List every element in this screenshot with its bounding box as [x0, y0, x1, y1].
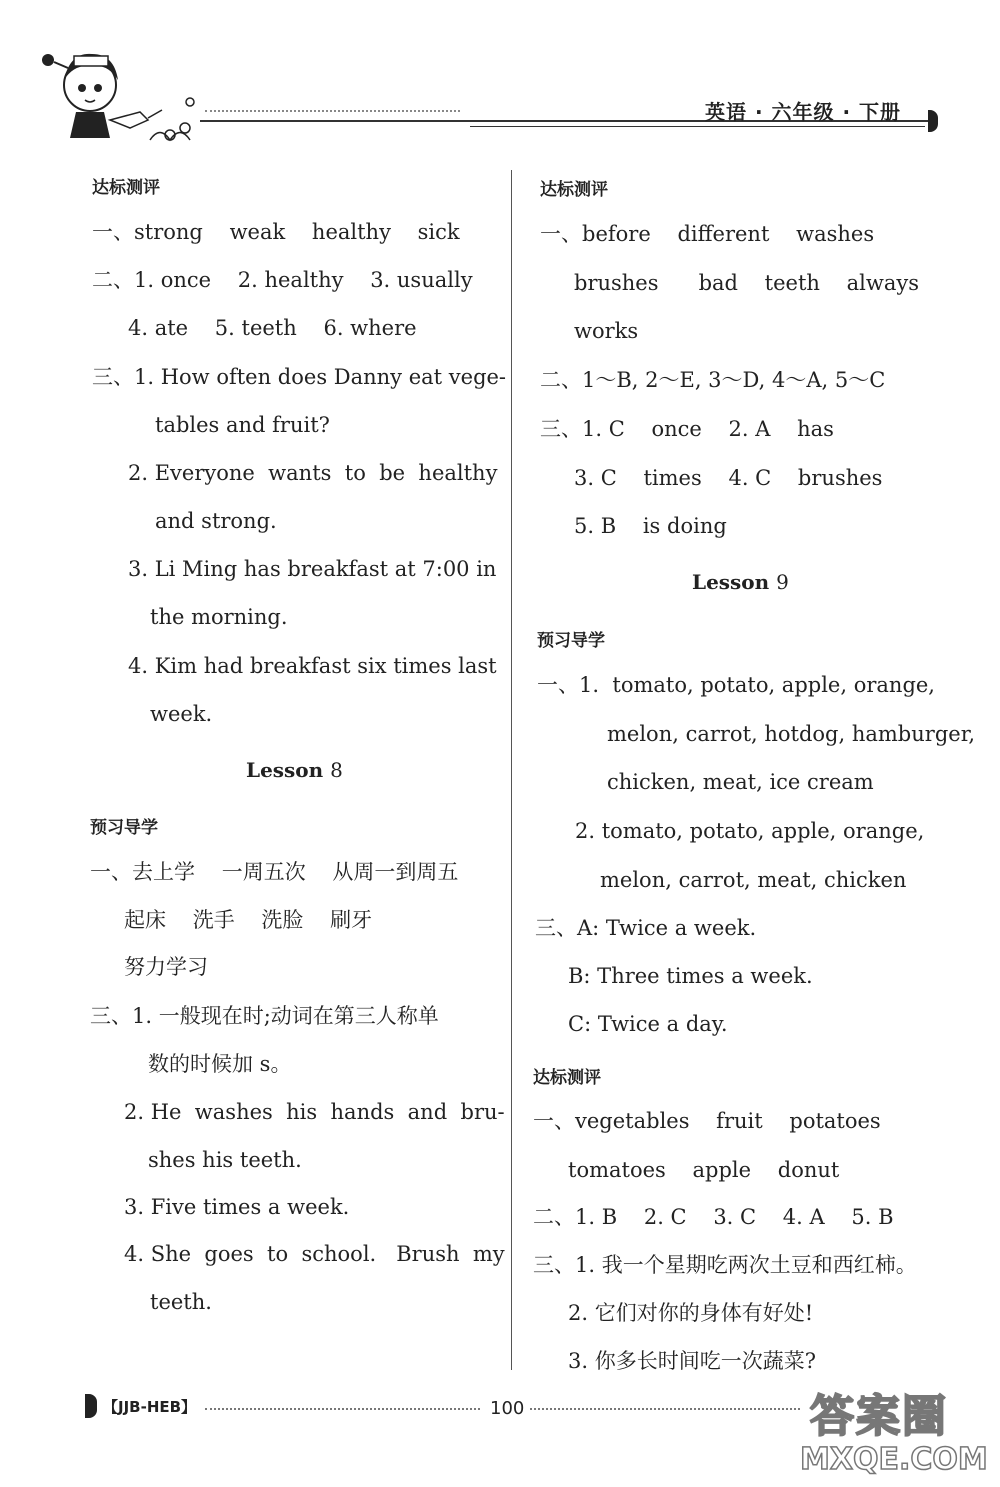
answer-line: 三、1. C once 2. A has — [540, 417, 834, 441]
answer-line: 二、1～B, 2～E, 3～D, 4～A, 5～C — [540, 368, 886, 392]
section-title-preview: 预习导学 — [537, 631, 605, 651]
answer-line: 一、before different washes — [540, 222, 875, 246]
watermark-text: 答案圈 — [810, 1391, 948, 1442]
page-number: 100 — [490, 1398, 525, 1419]
answer-line: tomatoes apple donut — [568, 1158, 840, 1182]
lesson-label: Lesson — [692, 570, 770, 594]
answer-line: the morning. — [150, 605, 288, 629]
answer-line: shes his teeth. — [148, 1148, 302, 1172]
answer-line: 三、1. 我一个星期吃两次土豆和西红柿。 — [533, 1253, 917, 1277]
answer-line: B: Three times a week. — [568, 964, 813, 988]
answer-line: 努力学习 — [124, 955, 208, 979]
subject-label: 英语 · 六年级 · 下册 — [705, 100, 902, 124]
lesson-number: 9 — [776, 570, 789, 594]
answer-line: 5. B is doing — [574, 514, 727, 538]
answer-line: 数的时候加 s。 — [148, 1052, 292, 1076]
answer-line: 2. He washes his hands and bru- — [124, 1100, 505, 1124]
footer-dotted-rule — [205, 1408, 480, 1410]
answer-line: chicken, meat, ice cream — [607, 770, 874, 794]
lesson-label: Lesson — [246, 758, 324, 782]
answer-line: 2. 它们对你的身体有好处! — [568, 1301, 814, 1325]
answer-line: 一、1. tomato, potato, apple, orange, — [537, 673, 935, 697]
answer-line: 2. Everyone wants to be healthy — [128, 461, 498, 485]
footer-tab-marker — [85, 1394, 97, 1418]
answer-line: 三、1. How often does Danny eat vege- — [92, 365, 507, 389]
book-code: 【JJB-HEB】 — [103, 1398, 197, 1416]
answer-line: brushes bad teeth always — [574, 271, 920, 295]
answer-line: melon, carrot, hotdog, hamburger, — [607, 722, 976, 746]
answer-line: 4. Kim had breakfast six times last — [128, 654, 497, 678]
answer-line: week. — [150, 702, 213, 726]
answer-line: 3. C times 4. C brushes — [574, 466, 883, 490]
footer-dotted-rule — [530, 1408, 800, 1410]
answer-line: 三、1. 一般现在时;动词在第三人称单 — [90, 1004, 439, 1028]
answer-line: 3. 你多长时间吃一次蔬菜? — [568, 1349, 816, 1373]
answer-line: works — [574, 319, 639, 343]
answer-line: melon, carrot, meat, chicken — [600, 868, 907, 892]
answer-line: and strong. — [155, 509, 277, 533]
lesson-number: 8 — [330, 758, 343, 782]
answer-line: C: Twice a day. — [568, 1012, 728, 1036]
header-tab-marker — [928, 110, 938, 132]
lesson-heading — [692, 570, 789, 594]
answer-line: 4. She goes to school. Brush my — [124, 1242, 505, 1266]
answer-line: tables and fruit? — [155, 413, 330, 437]
answer-line: 3. Li Ming has breakfast at 7:00 in — [128, 557, 497, 581]
lesson-heading — [246, 758, 343, 782]
answer-line: 三、A: Twice a week. — [535, 916, 757, 940]
answer-line: 一、vegetables fruit potatoes — [533, 1109, 881, 1133]
answer-line: 4. ate 5. teeth 6. where — [128, 316, 417, 340]
section-title-preview: 预习导学 — [90, 818, 158, 838]
column-divider — [511, 170, 512, 1370]
section-title-assessment: 达标测评 — [92, 178, 160, 198]
site-watermark-logo — [800, 1380, 995, 1485]
answer-line: 3. Five times a week. — [124, 1195, 350, 1219]
answer-line: 起床 洗手 洗脸 刷牙 — [124, 908, 373, 932]
answer-line: 二、1. once 2. healthy 3. usually — [92, 268, 473, 292]
answer-line: 2. tomato, potato, apple, orange, — [575, 819, 925, 843]
cartoon-girl-watering-illustration — [30, 40, 200, 150]
watermark-url: MXQE.COM — [800, 1442, 988, 1477]
section-title-assessment: 达标测评 — [533, 1068, 601, 1088]
answer-line: 二、1. B 2. C 3. C 4. A 5. B — [533, 1205, 894, 1229]
header-dotted-rule — [205, 110, 460, 112]
answer-line: 一、去上学 一周五次 从周一到周五 — [90, 860, 459, 884]
answer-line: 一、strong weak healthy sick — [92, 220, 460, 244]
answer-line: teeth. — [150, 1290, 212, 1314]
section-title-assessment: 达标测评 — [540, 180, 608, 200]
header-rule-thin — [470, 126, 925, 127]
